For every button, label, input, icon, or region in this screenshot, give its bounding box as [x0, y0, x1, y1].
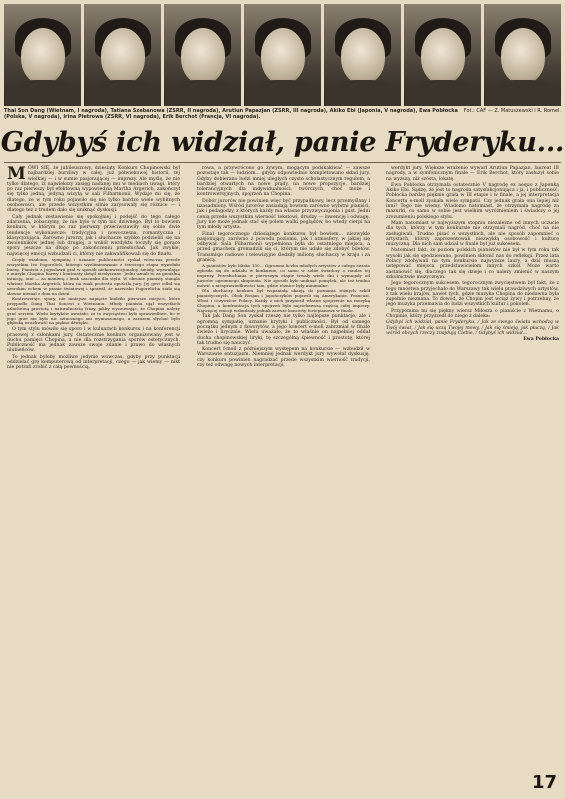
photo-laureate-1: [4, 4, 81, 106]
article-headline: Gdybyś ich widział, panie Fryderyku...: [0, 127, 565, 158]
article-paragraph: Jego tegorocznym sukcesem, tegorocznym zwycięstwem był fakt, że z tego mnóstwa przyjechało do Warszawy tak wielu prawdziwych artystów, z tak wielu krajów, nawet tych, gdzie muzyka Chopina do niedawna była zupełnie nieznana. To dowód, że Chopin jest wciąż żywy i potrzebny, że jego muzyka przemawia do ludzi wszystkich kultur i pokoleń.: [386, 281, 559, 308]
article-column-1: [7, 166, 180, 372]
photo-laureate-4: [244, 4, 321, 106]
photo-laureate-7: [484, 4, 561, 106]
photo-strip: [4, 4, 561, 106]
page-number: 17: [531, 772, 557, 793]
article-column-2: [197, 166, 370, 369]
caption-text: Thai Son Dang (Wietnam, I nagroda), Tatiana Szebanowa (ZSRR, II nagroda), Arutiun Papazjan (ZSRR, III nagroda), Akiko Ebi (Japonia, V nagroda), Ewa Pobłocka (Polska, V nagroda), Irina Pietrowa (ZSRR, VI nagroda), Erik Berchot (Francja, VI nagroda).: [4, 108, 458, 121]
article-paragraph: rowa, a przywrócono go żywym, mogącym podskakiwać — zawsze pozostaje tak — ludziom... gdyby odpowiednio kompletowano skład jury. Gdyby dobierano ludzi mniej uległych czysto scholastycznym regułom, a bardziej otwartych na nowe prądy, na nowe propozycje, bardziej tolerancyjnych dla indywidualności, twórczych, choć może i kontrowersyjnych, spojrzeń na Chopina.: [197, 166, 370, 198]
headline-rule: [4, 162, 561, 163]
article-column-3: [386, 166, 559, 344]
drop-cap: M: [7, 164, 26, 184]
article-paragraph: Ewa Pobłocka: [523, 337, 559, 343]
article-paragraph: Ciepły wiadomo, sympatię i uznanie publiczności zyskał wówczas przede wszystkim Ivo Pogorelich, którego wyeliminowanie z trzeciego etapu wywołało burzę. Pianista z Jugosławii grał w sposób niekonwencjonalny, śmiały, wyzwalając z muzyki Chopina barwy i kontrasty dotąd niesłyszane. Jedni uznali to za genialną intuicję, inni — za manierę i brak szacunku dla stylu. W obronie pianisty stanęła właśnie Martha Argerich, która na znak protestu opuściła jury. Jej gest odbił się szerokim echem w prasie światowej i sprawił, że nazwisko Pogorelicha stało się sławne niemal z dnia na dzień.: [7, 257, 180, 296]
article-paragraph: Cały jednak zestawienie się spokojniej i podejść do tego całego zdarzenia, zobaczymy, że nie było w tym nic dziwnego. Był to bowiem konkurs, w którym po raz pierwszy przeciwstawiły się sobie dwie tendencje wykonawcze: tradycyjna i nowoczesna, romantyczna i klasycyzująca. Zarówno jurorzy, jak i słuchacze szybko podzielili się na zwolenników jednej lub drugiej, a wokół werdyktu toczyły się gorące spory jeszcze na długo po zakończeniu przesłuchań. Jak zwykle, najwięcej emocji wzbudzali ci, którzy nie zakwalifikowali się do finału.: [7, 214, 180, 257]
article-paragraph: Ewa Pobłocka otrzymała ostatecznie V nagrodę ex aequo z Japonką Akiko Ebi. Sądzę, że jest to nagroda satysfakcjonująca i ja, i publiczność. Pobłocka bardzo pięknie grała w III etapie i w finale, a jej interpretacja Koncertu e-moll zyskała wiele sympatii. Czy jednak grała ona lepiej niż inni? Tego nie wiemy. Wiadomo natomiast, że otrzymała nagrodę za mazurki, co samo w sobie jest wielkim wyróżnieniem i świadczy o jej zrozumieniu polskiego stylu.: [386, 182, 559, 220]
photo-caption: [4, 108, 561, 121]
article-paragraph: Tak jak Dang Son zyskał rzeszę nie tylko najlepsze punktacje, ale i ogromną sympatię, uznanie krytyki i publiczności. Był od samego początku jednym z faworytów, a jego koncert e-moll zabrzmiał w finale świeżo i lirycznie. Wielu uważało, że to właśnie on najpełniej oddał ducha chopinowskiej liryki, tę szczególną śpiewność i prostotę, której tak trudno się nauczyć.: [197, 314, 370, 346]
article-paragraph: MÓWI SIĘ, że jubileuszowy, dziesiąty Konkurs Chopinowski był najbardziej burzliwy w całej, już półwiekowej historii, tej wielkiej — i w sumie pasjonującej — imprezy. Ale myślę, że nie tylko dlatego, iż najwiekszy zasięg nadanej mu w mediach uwagi, który po raz pierwszy był efektowną wypowiedzią Martha Argerich, zakończył się tylko jedną, jedyną wizytą w sali Filharmonii. Wydaje mi się, że dlatego, że w tym roku pojawiło się nie tylko bardzo wiele wybitnych osobowości, ale przede wszystkim silnie zarysowały się różnice — i dlatego też z trudem dało się uniknąć dyskusji.: [7, 164, 180, 214]
article-paragraph: O tym stylu mówiło się sporo i w kuluarach konkursu i na konferencji prasowej z członkami jury. Ostatecznie konkurs organizowany jest w duchu pamięci Chopina, a nie dla rozstrzygania sporów estetycznych. Publiczność ma jednak zawsze swoje zdanie i prawo do własnych ulubieńców.: [7, 327, 180, 354]
article-paragraph: Przypomina mi się piękny wiersz Miłosza o pianiście z Wietnamu, o Chopinie, który przyszedł do niego z daleka:: [386, 308, 559, 320]
photo-laureate-5: [324, 4, 401, 106]
article-paragraph: Dla słuchaczy konkurs był wspaniałą okazją do poznania różnych szkół pianistycznych. Obok Rosjan i Japończyków pojawili się Amerykanie, Francuzi, Włosi i oczywiście Polacy. Każdy z nich przynosił własne spojrzenie na muzykę Chopina, a konfrontacja tych spojrzeń była najciekawszą częścią całej imprezy. Najwięcej emocji wzbudzały jednak zawsze koncerty fortepianowe w finale.: [197, 288, 370, 313]
article-paragraph: A pianistów było blisko 150... Ogromna liczba młodych artystów z całego świata zgłosiła się do udziału w konkursie, co samo w sobie świadczy o randze tej imprezy. Przesłuchania w pierwszym etapie trwały wiele dni i wymagały od jurorów ogromnego skupienia. Nie sposób było uniknąć pomyłek, ale też trudno mówić o niesprawiedliwości tam, gdzie różnice były minimalne.: [197, 263, 370, 288]
article-paragraph: To jednak byłoby możliwe jedynie wówczas, gdyby przy punktacji oddzielać grę komputerową od interpretacji, czego — jak wiemy — nikt nie potrafi zrobić z całą pewnością.: [7, 354, 180, 371]
photo-laureate-6: [404, 4, 481, 106]
photo-laureate-2: [84, 4, 161, 106]
article-paragraph: Mam natomiast w najwyższym stopniu niezależne od innych uczucie dla tych, którzy w tym konkursie nie otrzymali nagród, choć na nie zasługiwali. Trudno pisać o wszystkich, ale nie sposób zapomnieć o artystach, którzy zaprezentowali niezwykłą osobowość i kulturę muzyczną. Dla nich sam udział w finale był już sukcesem.: [386, 220, 559, 248]
article-paragraph: Dobór jurorów nie powinien więc być przypadkowy, lecz przemyślany i uzasadniony. Wśród jurorów zasiadają bowiem zarówno wybitni pianiści, jak i pedagodzy, z których każdy ma własne przyzwyczajenia i gust. Jedni cenią przede wszystkim wierność tekstowi, drudzy — inwencję i odwagę. Jury nie może jednak stać się polem walki poglądów, bo wtedy cierpi na tym młody artysta.: [197, 198, 370, 231]
article-paragraph: Koncert f-moll z późniejszym występem na konkursie — wzbudził w Warszawie entuzjazm. Niemniej jednak werdykt jury wywołał dyskusję, czy konkurs powinien nagradzać przede wszystkim wierność tradycji, czy też odwagę nowych interpretacji.: [197, 347, 370, 368]
photo-laureate-3: [164, 4, 241, 106]
article-paragraph: Kontrowersje, spory, nie mniejsze napięcie budziło pierwsze miejsce, które przypadło Dang Thai Sonowi z Wietnamu. Młody pianista ujął wszystkich szlachetną prostotą i naturalnością frazy, jakby wyczuwając, że Chopina należy grać sercem. Wielu krytyków uważało, że to zwycięstwo było sprawiedliwe, bo w jego grze nie było nic sztucznego ani wymuszonego, a zarazem słychać było głęboką wrażliwość na piękno dźwięku.: [7, 296, 180, 326]
article-paragraph: werdykt jury. Większe wrażenie wywarł Arutiun Papazjan, laureat III nagrody, a w symfonicznym finale — Erik Berchot, który zasłużył sobie na wyższą, niż szósta, lokatę.: [386, 166, 559, 182]
article-paragraph: Gdybyś ich widział, panie Fryderyku, / Jak ze swego świata wchodzą w Twój świat, / Jak się uczą Twojej mowy, / Jak się śmieją, jak płaczą, / Jak wśród obcych rzeczy znajdują Ciebie, / Gdybyś ich widział...: [386, 320, 559, 336]
article-paragraph: Final tegorocznego dziesiątego konkursu był bowiem... niezwykle pasjonujący, zarówno z powodu poziomu, jak i atmosfery, w jakiej się odbywał. Sala Filharmonii wypełniona była do ostatniego miejsca, a przed gmachem gromadzili się ci, którym nie udało się zdobyć biletów. Transmisje radiowe i telewizyjne śledziły miliony słuchaczy w kraju i za granicą.: [197, 231, 370, 264]
article-paragraph: Natomiast fakt, że poziom polskich pianistów nie był w tym roku tak wysoki jak się spodziewano, powinien skłonić nas do refleksji. Przez lata Polacy zdobywali na tym konkursie najwyższe laury, a dziś muszą ustępować miejsca przedstawicielom innych szkół. Może warto zastanowić się, dlaczego tak się dzieje i co należy zmienić w naszym szkolnictwie muzycznym.: [386, 248, 559, 280]
photo-credit: Fot.: CAF — Z. Matuszewski i R. Romel.: [463, 108, 561, 114]
